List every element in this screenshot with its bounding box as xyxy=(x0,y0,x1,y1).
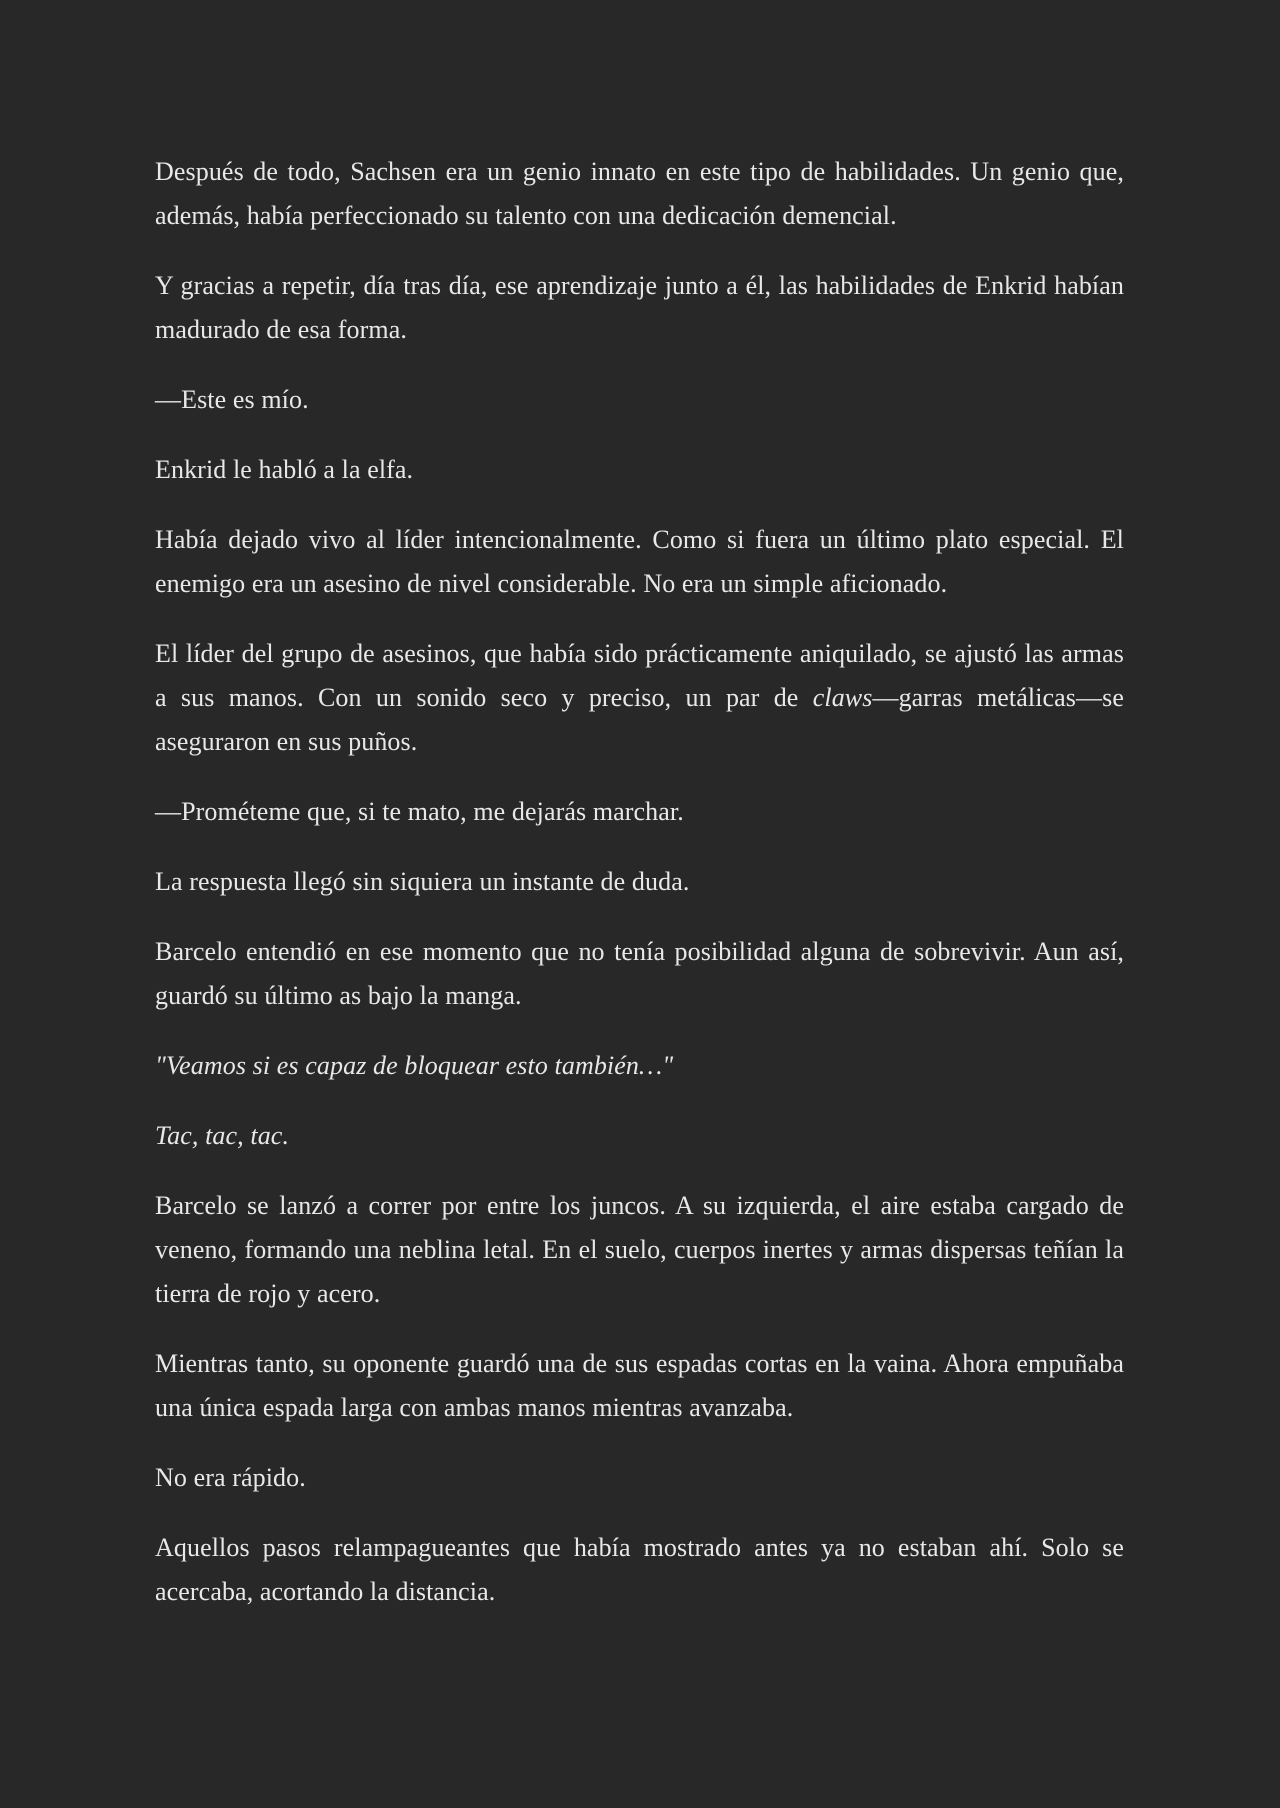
paragraph-15: Aquellos pasos relampagueantes que había mostrado antes ya no estaban ahí. Solo se acercaba, acortando la distancia. xyxy=(155,1533,1124,1606)
paragraph-6 xyxy=(155,632,1124,764)
reader-page xyxy=(155,150,1124,1640)
paragraph-1: Después de todo, Sachsen era un genio innato en este tipo de habilidades. Un genio que, además, había perfeccionado su talento con una dedicación demencial. xyxy=(155,157,1124,230)
dialogue-line-1: —Este es mío. xyxy=(155,385,309,414)
paragraph-4: Enkrid le habló a la elfa. xyxy=(155,455,414,484)
thought-line: "Veamos si es capaz de bloquear esto también…" xyxy=(155,1051,674,1080)
paragraph-5: Había dejado vivo al líder intencionalmente. Como si fuera un último plato especial. El enemigo era un asesino de nivel considerable. No era un simple aficionado. xyxy=(155,525,1124,598)
paragraph-6-italic: claws xyxy=(812,683,873,712)
paragraph-6-after: —garras metálicas—se aseguraron en sus puños. xyxy=(155,683,1124,756)
paragraph-14: No era rápido. xyxy=(155,1463,306,1492)
paragraph-13: Mientras tanto, su oponente guardó una de sus espadas cortas en la vaina. Ahora empuñaba una única espada larga con ambas manos mientras avanzaba. xyxy=(155,1349,1124,1422)
paragraph-9: Barcelo entendió en ese momento que no tenía posibilidad alguna de sobrevivir. Aun así, guardó su último as bajo la manga. xyxy=(155,937,1124,1010)
paragraph-2: Y gracias a repetir, día tras día, ese aprendizaje junto a él, las habilidades de Enkrid habían madurado de esa forma. xyxy=(155,271,1124,344)
sound-effect-line: Tac, tac, tac. xyxy=(155,1121,290,1150)
dialogue-line-2: —Prométeme que, si te mato, me dejarás marchar. xyxy=(155,797,684,826)
paragraph-12: Barcelo se lanzó a correr por entre los juncos. A su izquierda, el aire estaba cargado de veneno, formando una neblina letal. En el suelo, cuerpos inertes y armas dispersas teñían la tierra de rojo y acero. xyxy=(155,1191,1124,1308)
paragraph-8: La respuesta llegó sin siquiera un instante de duda. xyxy=(155,867,690,896)
paragraph-6-before: El líder del grupo de asesinos, que había sido prácticamente aniquilado, se ajustó las armas a sus manos. Con un sonido seco y preciso, un par de xyxy=(155,639,1124,712)
